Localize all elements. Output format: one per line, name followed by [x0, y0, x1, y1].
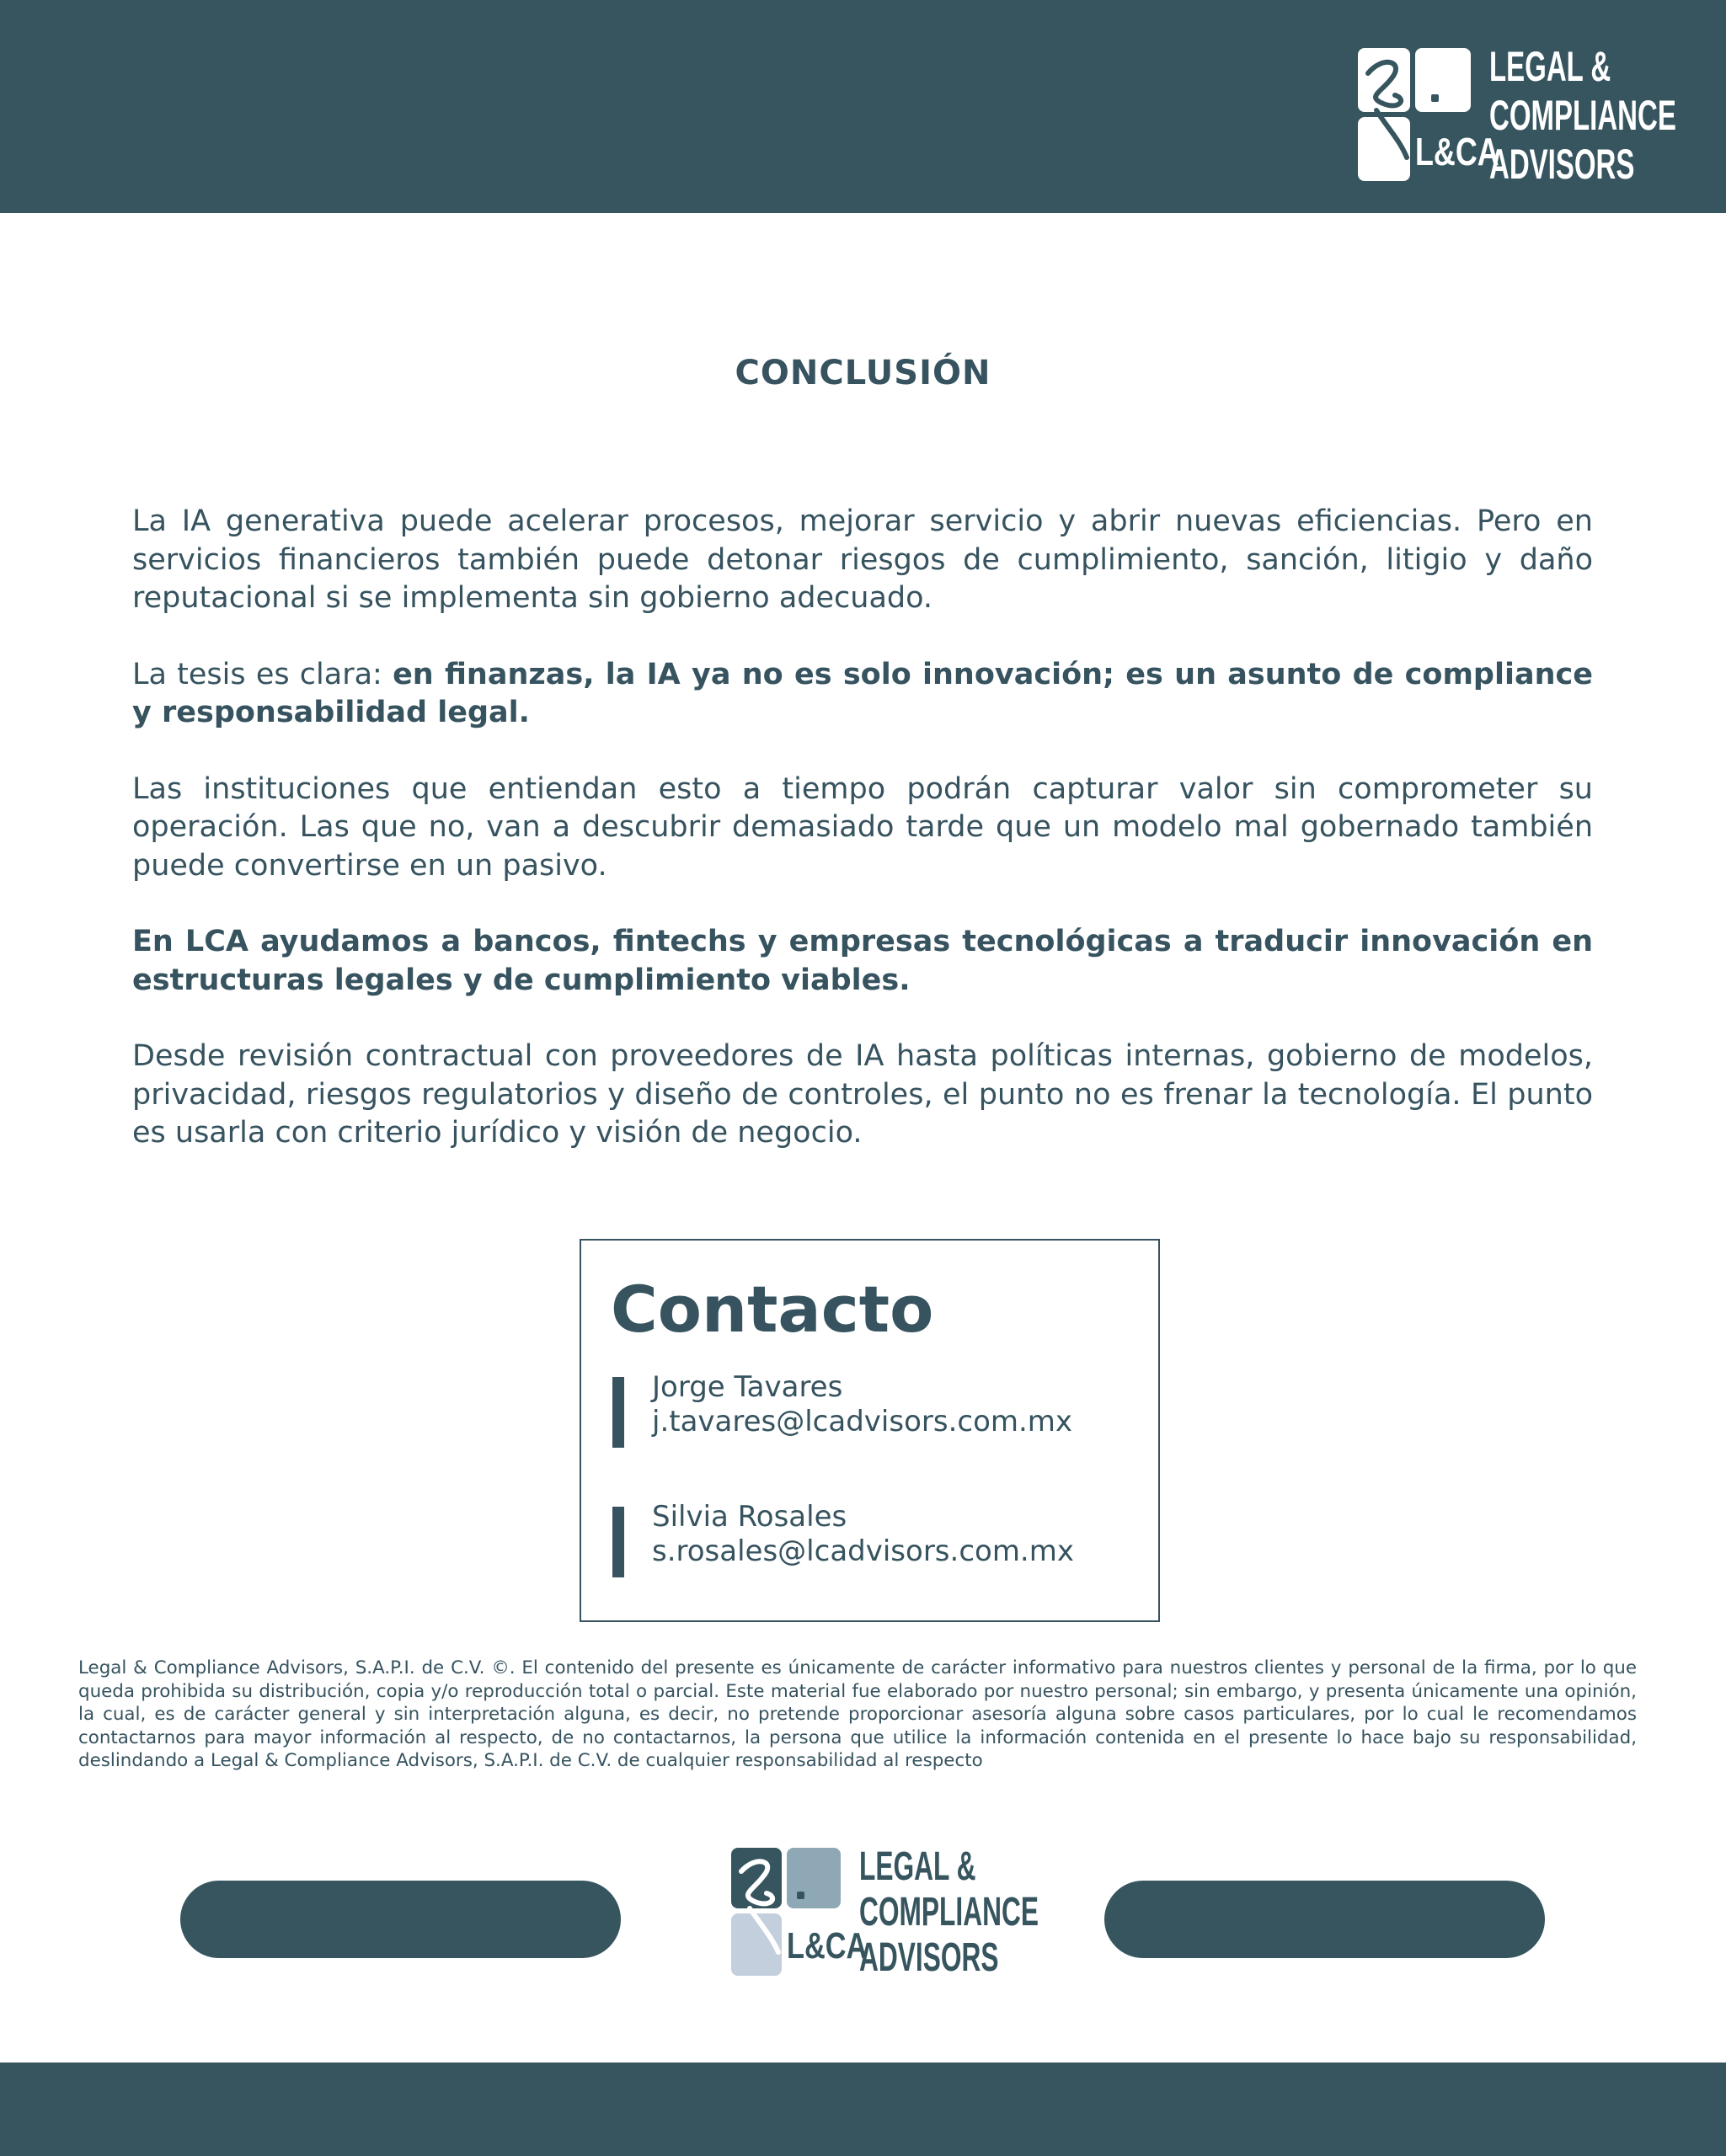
- contact-name: Jorge Tavares: [652, 1370, 843, 1404]
- contact-box: [580, 1239, 1160, 1622]
- footer-logo: [731, 1844, 1131, 1981]
- logo-mark-icon: [731, 1848, 868, 1977]
- logo-wordmark: LEGAL & COMPLIANCE ADVISORS: [859, 1844, 1039, 1980]
- paragraph-3: Las instituciones que entiendan esto a tiempo podrán capturar valor sin comprometer su operación. Las que no, van a descubrir demasiado tarde que un modelo mal gobernado también puede convertirse en un pasivo.: [132, 771, 1593, 883]
- contact-accent-bar: [612, 1377, 624, 1448]
- contact-accent-bar: [612, 1507, 624, 1577]
- decorative-pill-left: [180, 1881, 621, 1958]
- contact-email[interactable]: j.tavares@lcadvisors.com.mx: [652, 1405, 1073, 1438]
- paragraph-1: La IA generativa puede acelerar procesos, mejorar servicio y abrir nuevas eficiencias. Pero en servicios financieros también puede detonar riesgos de cumplimiento, sanción, litigio y daño reputacional si se implementa sin gobierno adecuado.: [132, 504, 1593, 615]
- footer-band: [0, 2063, 1726, 2156]
- conclusion-body: [132, 503, 1593, 1191]
- page-title: CONCLUSIÓN: [735, 354, 991, 392]
- paragraph-2: La tesis es clara: en finanzas, la IA ya no es solo innovación; es un asunto de compliance y responsabilidad legal.: [132, 657, 1593, 729]
- contact-name: Silvia Rosales: [652, 1500, 847, 1534]
- legal-disclaimer: Legal & Compliance Advisors, S.A.P.I. de C.V. ©. El contenido del presente es únicamente de carácter informativo para nuestros clientes y personal de la firma, por lo que queda prohibida su distribución, copia y/o reproducción total o parcial. Este material fue elaborado por nuestro personal; sin embargo, y presenta únicamente una opinión, la cual, es de carácter general y sin interpretación alguna, es decir, no pretende proporcionar asesoría alguna sobre casos particulares, por lo cual le recomendamos contactarnos para mayor información al respecto, de no contactarnos, la persona que utilice la información contenida en el presente lo hace bajo su responsabilidad, deslindando a Legal & Compliance Advisors, S.A.P.I. de C.V. de cualquier responsabilidad al respecto: [78, 1657, 1637, 1771]
- paragraph-5: Desde revisión contractual con proveedores de IA hasta políticas internas, gobierno de modelos, privacidad, riesgos regulatorios y diseño de controles, el punto no es frenar la tecnología. El punto es usarla con criterio jurídico y visión de negocio.: [132, 1039, 1593, 1150]
- logo-wordmark: LEGAL & COMPLIANCE ADVISORS: [1489, 43, 1676, 188]
- logo-mark-icon: [1358, 48, 1499, 183]
- logo-mark-text: L&CA: [787, 1925, 868, 1967]
- paragraph-4: En LCA ayudamos a bancos, fintechs y empresas tecnológicas a traducir innovación en estructuras legales y de cumplimiento viables.: [132, 925, 1593, 997]
- logo-mark-text: L&CA: [1415, 130, 1499, 173]
- contact-email[interactable]: s.rosales@lcadvisors.com.mx: [652, 1534, 1074, 1568]
- contact-title: Contacto: [611, 1272, 934, 1347]
- header-logo: [1358, 42, 1726, 189]
- decorative-pill-right: [1104, 1881, 1545, 1958]
